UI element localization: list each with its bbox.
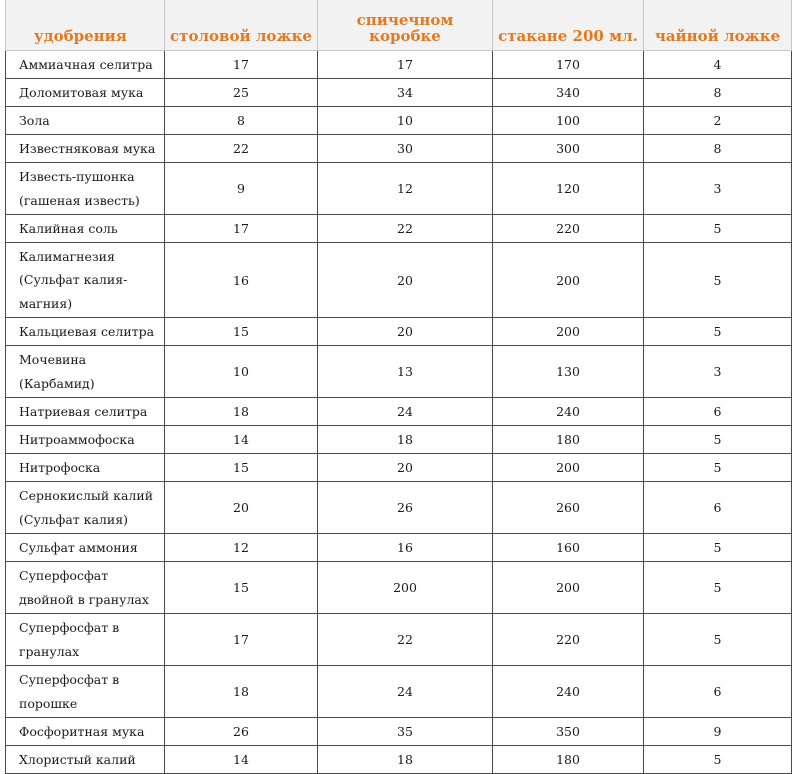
matchbox-value: 22	[318, 614, 493, 666]
fertilizer-name-line: Нитроаммофоска	[19, 431, 135, 447]
glass-value: 100	[493, 107, 644, 135]
matchbox-value: 18	[318, 746, 493, 774]
teaspoon-value: 5	[644, 562, 792, 614]
header-fertilizer: удобрения	[6, 0, 165, 51]
fertilizer-name-cell	[6, 243, 165, 318]
matchbox-value: 20	[318, 454, 493, 482]
matchbox-value: 18	[318, 426, 493, 454]
fertilizer-name-line: Калимагнезия	[19, 248, 115, 264]
fertilizer-name-cell	[6, 163, 165, 215]
fertilizer-table	[5, 0, 792, 774]
glass-value: 180	[493, 426, 644, 454]
teaspoon-value: 5	[644, 215, 792, 243]
teaspoon-value: 8	[644, 135, 792, 163]
table-row	[6, 746, 792, 774]
table-row	[6, 482, 792, 534]
matchbox-value: 12	[318, 163, 493, 215]
fertilizer-name-cell	[6, 426, 165, 454]
glass-value: 130	[493, 346, 644, 398]
fertilizer-name-line: Натриевая селитра	[19, 403, 148, 419]
tablespoon-value: 15	[165, 318, 318, 346]
tablespoon-value: 9	[165, 163, 318, 215]
fertilizer-name-line: гранулах	[19, 643, 80, 659]
glass-value: 340	[493, 79, 644, 107]
fertilizer-name-cell	[6, 51, 165, 79]
tablespoon-value: 17	[165, 215, 318, 243]
fertilizer-name-line: Суперфосфат в	[19, 620, 120, 635]
table-row	[6, 454, 792, 482]
matchbox-value: 30	[318, 135, 493, 163]
glass-value: 200	[493, 243, 644, 318]
header-teaspoon: чайной ложке	[644, 0, 792, 51]
table-row	[6, 534, 792, 562]
tablespoon-value: 14	[165, 746, 318, 774]
glass-value: 160	[493, 534, 644, 562]
matchbox-value: 20	[318, 243, 493, 318]
teaspoon-value: 5	[644, 426, 792, 454]
teaspoon-value: 5	[644, 746, 792, 774]
fertilizer-name-cell	[6, 107, 165, 135]
tablespoon-value: 16	[165, 243, 318, 318]
table-row	[6, 107, 792, 135]
table-row	[6, 562, 792, 614]
matchbox-value: 22	[318, 215, 493, 243]
teaspoon-value: 9	[644, 718, 792, 746]
fertilizer-name-cell	[6, 454, 165, 482]
fertilizer-name-cell	[6, 482, 165, 534]
matchbox-value: 24	[318, 666, 493, 718]
matchbox-value: 16	[318, 534, 493, 562]
fertilizer-name-line: (гашеная известь)	[19, 192, 140, 208]
fertilizer-name-cell	[6, 718, 165, 746]
glass-value: 350	[493, 718, 644, 746]
matchbox-value: 20	[318, 318, 493, 346]
table-row	[6, 51, 792, 79]
fertilizer-name-cell	[6, 666, 165, 718]
fertilizer-name-line: Кальциевая селитра	[19, 323, 155, 339]
fertilizer-name-cell	[6, 562, 165, 614]
fertilizer-name-line: (Сульфат калия)	[19, 511, 128, 527]
fertilizer-name-cell	[6, 135, 165, 163]
fertilizer-name-line: порошке	[19, 695, 78, 711]
table-row	[6, 318, 792, 346]
matchbox-value: 13	[318, 346, 493, 398]
fertilizer-name-line: магния)	[19, 295, 73, 311]
tablespoon-value: 18	[165, 398, 318, 426]
fertilizer-name-line: Хлористый калий	[19, 751, 136, 767]
fertilizer-name-line: (Карбамид)	[19, 375, 95, 391]
fertilizer-name-line: Сульфат аммония	[19, 539, 138, 555]
header-row	[6, 0, 792, 51]
teaspoon-value: 5	[644, 454, 792, 482]
matchbox-value: 26	[318, 482, 493, 534]
table-row	[6, 666, 792, 718]
table-row	[6, 215, 792, 243]
fertilizer-name-cell	[6, 318, 165, 346]
teaspoon-value: 3	[644, 163, 792, 215]
fertilizer-name-cell	[6, 79, 165, 107]
tablespoon-value: 17	[165, 51, 318, 79]
tablespoon-value: 18	[165, 666, 318, 718]
glass-value: 170	[493, 51, 644, 79]
tablespoon-value: 26	[165, 718, 318, 746]
table-row	[6, 398, 792, 426]
tablespoon-value: 15	[165, 562, 318, 614]
fertilizer-name-line: Доломитовая мука	[19, 84, 144, 100]
matchbox-value: 35	[318, 718, 493, 746]
fertilizer-name-cell	[6, 534, 165, 562]
tablespoon-value: 20	[165, 482, 318, 534]
fertilizer-name-line: двойной в гранулах	[19, 591, 149, 607]
tablespoon-value: 25	[165, 79, 318, 107]
teaspoon-value: 4	[644, 51, 792, 79]
teaspoon-value: 5	[644, 534, 792, 562]
fertilizer-name-line: Сернокислый калий	[19, 488, 154, 503]
fertilizer-name-cell	[6, 746, 165, 774]
table-row	[6, 243, 792, 318]
fertilizer-name-cell	[6, 215, 165, 243]
table-row	[6, 614, 792, 666]
matchbox-value: 200	[318, 562, 493, 614]
teaspoon-value: 2	[644, 107, 792, 135]
tablespoon-value: 14	[165, 426, 318, 454]
fertilizer-name-cell	[6, 614, 165, 666]
fertilizer-name-line: Мочевина	[19, 352, 87, 367]
glass-value: 180	[493, 746, 644, 774]
fertilizer-name-line: Зола	[19, 112, 50, 128]
fertilizer-table-container	[5, 0, 791, 774]
table-row	[6, 426, 792, 454]
tablespoon-value: 17	[165, 614, 318, 666]
teaspoon-value: 5	[644, 318, 792, 346]
table-row	[6, 163, 792, 215]
table-row	[6, 79, 792, 107]
tablespoon-value: 15	[165, 454, 318, 482]
table-row	[6, 135, 792, 163]
fertilizer-name-line: Известняковая мука	[19, 140, 156, 156]
matchbox-value: 17	[318, 51, 493, 79]
fertilizer-name-line: Суперфосфат в	[19, 672, 120, 687]
glass-value: 300	[493, 135, 644, 163]
teaspoon-value: 8	[644, 79, 792, 107]
matchbox-value: 34	[318, 79, 493, 107]
fertilizer-name-cell	[6, 346, 165, 398]
tablespoon-value: 12	[165, 534, 318, 562]
matchbox-value: 10	[318, 107, 493, 135]
glass-value: 200	[493, 454, 644, 482]
glass-value: 200	[493, 562, 644, 614]
fertilizer-name-line: (Сульфат калия-	[19, 272, 128, 288]
glass-value: 200	[493, 318, 644, 346]
glass-value: 220	[493, 215, 644, 243]
fertilizer-name-line: Фосфоритная мука	[19, 723, 145, 739]
header-tablespoon: столовой ложке	[165, 0, 318, 51]
header-glass: стакане 200 мл.	[493, 0, 644, 51]
glass-value: 240	[493, 398, 644, 426]
teaspoon-value: 6	[644, 666, 792, 718]
glass-value: 120	[493, 163, 644, 215]
teaspoon-value: 5	[644, 614, 792, 666]
tablespoon-value: 22	[165, 135, 318, 163]
table-row	[6, 718, 792, 746]
glass-value: 240	[493, 666, 644, 718]
tablespoon-value: 8	[165, 107, 318, 135]
tablespoon-value: 10	[165, 346, 318, 398]
fertilizer-name-line: Суперфосфат	[19, 568, 109, 583]
teaspoon-value: 5	[644, 243, 792, 318]
teaspoon-value: 3	[644, 346, 792, 398]
fertilizer-name-line: Калийная соль	[19, 220, 118, 236]
glass-value: 220	[493, 614, 644, 666]
fertilizer-name-line: Аммиачная селитра	[19, 56, 153, 72]
matchbox-value: 24	[318, 398, 493, 426]
table-row	[6, 346, 792, 398]
teaspoon-value: 6	[644, 398, 792, 426]
table-body	[6, 51, 792, 774]
fertilizer-name-cell	[6, 398, 165, 426]
teaspoon-value: 6	[644, 482, 792, 534]
fertilizer-name-line: Нитрофоска	[19, 459, 101, 475]
glass-value: 260	[493, 482, 644, 534]
fertilizer-name-line: Известь-пушонка	[19, 169, 135, 184]
header-matchbox: спичечном коробке	[318, 0, 493, 51]
